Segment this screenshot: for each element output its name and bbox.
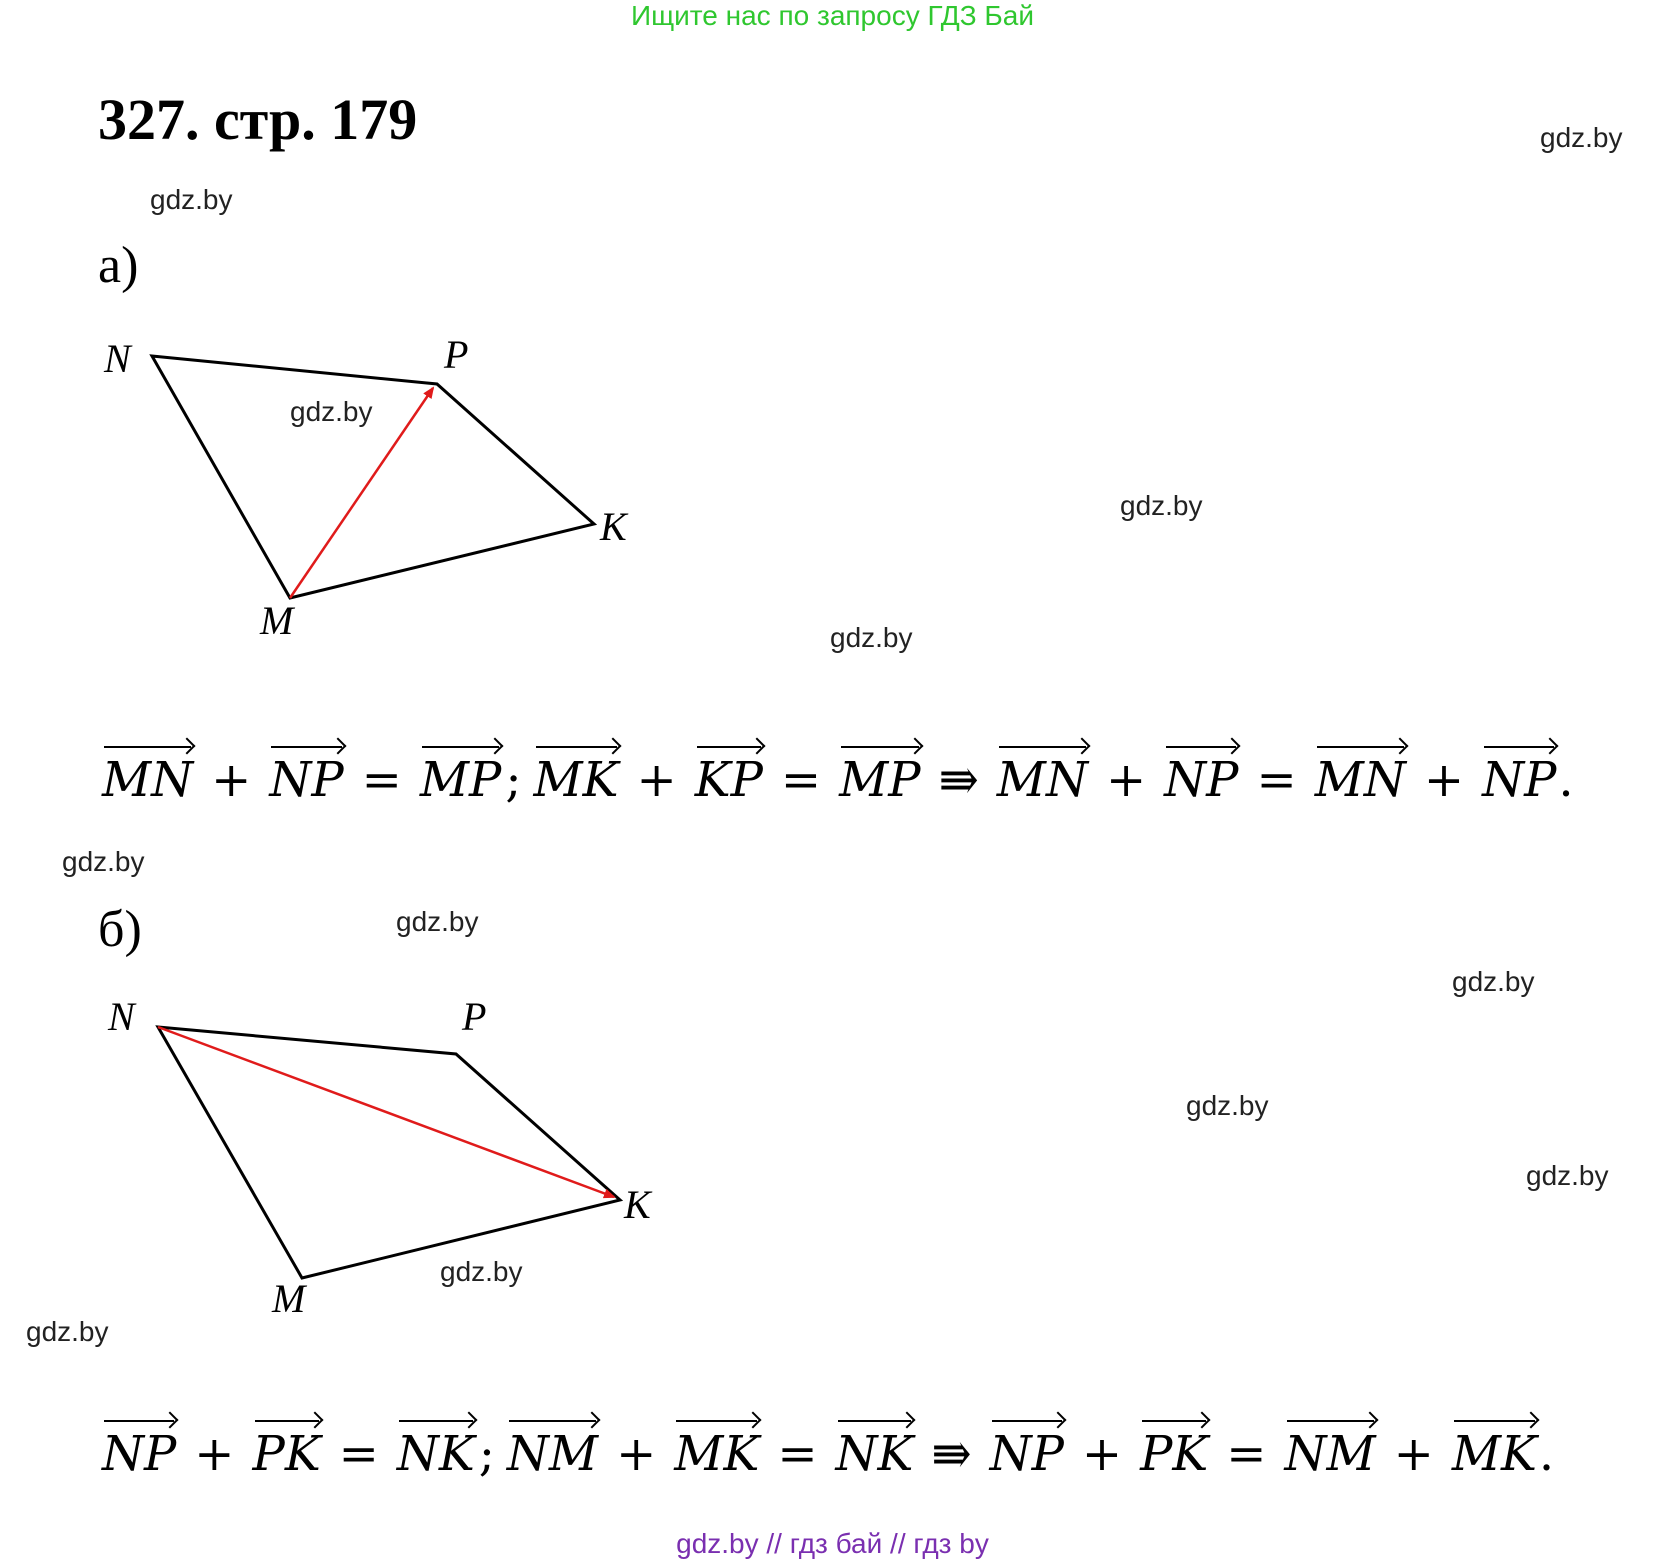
vector-term: MK [1452, 1412, 1537, 1482]
part-b-label: б) [98, 901, 142, 958]
vector-term: MN [1315, 738, 1406, 808]
watermark: gdz.by [830, 622, 913, 653]
equals-sign: = [1256, 752, 1297, 808]
plus-sign: + [1105, 752, 1147, 808]
vector-term: MK [674, 1412, 759, 1482]
equals-sign: = [1226, 1426, 1267, 1482]
vector-term: NP [1482, 738, 1556, 808]
vector-term: MN [102, 738, 193, 808]
watermark: gdz.by [440, 1256, 523, 1287]
vector-term: NM [507, 1412, 598, 1482]
figure-b-quadrilateral [0, 960, 700, 1320]
implies-sign: ⇛ [938, 752, 979, 808]
point-label-p: P [444, 332, 469, 377]
plus-sign: + [1081, 1426, 1123, 1482]
point-label-p: P [462, 994, 487, 1039]
semicolon: ; [505, 752, 522, 808]
watermark: gdz.by [150, 184, 233, 215]
plus-sign: + [1423, 752, 1465, 808]
part-a-label: а) [98, 237, 139, 294]
watermark: gdz.by [26, 1316, 109, 1347]
equation-a [100, 738, 1630, 808]
watermark: gdz.by [1452, 966, 1535, 997]
vector-term: NM [1285, 1412, 1376, 1482]
point-label-k: K [600, 504, 627, 549]
plus-sign: + [616, 1426, 657, 1482]
vector-term: NP [990, 1412, 1064, 1482]
problem-heading: 327. стр. 179 [98, 87, 418, 152]
point-label-k: K [624, 1182, 651, 1227]
figure-a-quadrilateral [0, 0, 700, 660]
equals-sign: = [780, 752, 822, 808]
vector-term: PK [1140, 1412, 1208, 1482]
plus-sign: + [1393, 1426, 1434, 1482]
watermark: gdz.by [1120, 490, 1203, 521]
top-banner: Ищите нас по запросу ГДЗ Бай [630, 0, 1035, 31]
vector-term: NK [836, 1412, 914, 1482]
point-label-m: M [260, 598, 294, 643]
implies-sign: ⇛ [931, 1426, 972, 1482]
point-label-n: N [108, 994, 135, 1039]
vector-term: MN [997, 738, 1088, 808]
period: . [1558, 752, 1574, 808]
period: . [1538, 1426, 1555, 1482]
point-label-m: M [272, 1276, 306, 1320]
vector-term: MP [420, 738, 501, 808]
point-label-n: N [104, 336, 131, 381]
equals-sign: = [338, 1426, 379, 1482]
vector-nk [158, 1027, 614, 1197]
watermark: gdz.by [396, 906, 479, 937]
watermark: gdz.by [1540, 122, 1623, 153]
vector-term: KP [695, 738, 763, 808]
vector-term: NP [269, 738, 343, 808]
vector-term: NP [1164, 738, 1238, 808]
vector-term: MK [534, 738, 619, 808]
watermark: gdz.by [290, 396, 373, 427]
watermark: gdz.by [1186, 1090, 1269, 1121]
footer-links: gdz.by // гдз бай // гдз by [676, 1528, 989, 1559]
vector-term: PK [253, 1412, 321, 1482]
watermark: gdz.by [62, 846, 145, 877]
plus-sign: + [636, 752, 677, 808]
watermark: gdz.by [1526, 1160, 1609, 1191]
equation-b [100, 1412, 1630, 1482]
semicolon: ; [478, 1426, 495, 1482]
plus-sign: + [194, 1426, 235, 1482]
vector-mp [290, 388, 433, 598]
plus-sign: + [211, 752, 252, 808]
vector-term: MP [839, 738, 920, 808]
vector-term: NP [102, 1412, 176, 1482]
vector-term: NK [397, 1412, 475, 1482]
quadrilateral-b [158, 1027, 620, 1278]
equals-sign: = [777, 1426, 818, 1482]
equals-sign: = [361, 752, 402, 808]
